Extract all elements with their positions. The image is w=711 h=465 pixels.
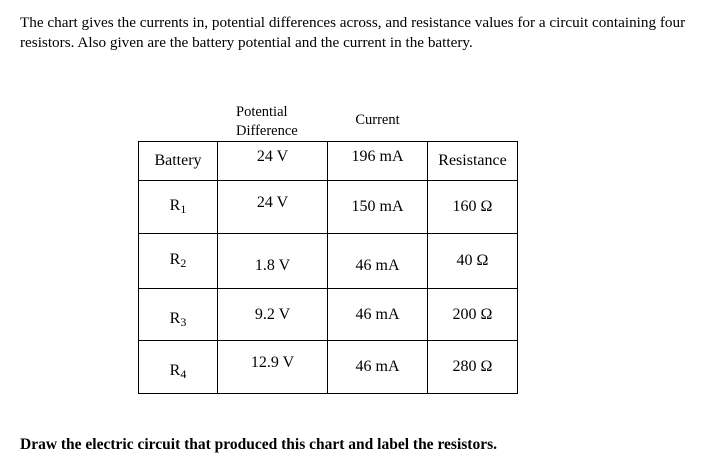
current-cell [328, 289, 428, 341]
table-row [139, 289, 518, 341]
header-resistance-text: Resistance [438, 152, 507, 169]
voltage-cell [218, 181, 328, 234]
voltage-cell [218, 234, 328, 289]
current-value: 46 mA [355, 305, 400, 323]
row-name-text: R [169, 362, 181, 379]
row-name-r2 [139, 234, 218, 289]
table-row [139, 341, 518, 394]
row-name-r1 [139, 181, 218, 234]
row-name-text: R [169, 251, 181, 268]
current-value: 150 mA [351, 198, 404, 215]
voltage-value: 24 V [256, 194, 289, 211]
row-name-subscript: 3 [180, 314, 187, 329]
current-value: 46 mA [355, 358, 400, 375]
row-name-subscript: 4 [180, 367, 187, 381]
resistance-cell [428, 289, 518, 341]
voltage-cell [218, 341, 328, 394]
current-value: 196 mA [351, 148, 404, 165]
footer-instruction: Draw the electric circuit that produced this chart and label the resistors. [20, 436, 497, 453]
intro-paragraph: The chart gives the currents in, potential differences across, and resistance values for a circuit containing four resistors. Also given are the battery potential and the current in the battery. [20, 14, 686, 51]
resistance-value: 40 Ω [456, 252, 489, 269]
row-name-r3 [139, 289, 218, 341]
resistance-cell [428, 234, 518, 289]
voltage-cell [218, 142, 328, 181]
resistance-cell [428, 341, 518, 394]
row-name-text: R [169, 197, 181, 214]
table-row [139, 234, 518, 289]
voltage-value: 1.8 V [254, 257, 291, 274]
resistance-value: 160 Ω [452, 198, 493, 215]
row-name-subscript: 1 [180, 202, 187, 216]
row-name-r4 [139, 341, 218, 394]
circuit-data-table [138, 141, 518, 394]
voltage-value: 9.2 V [254, 305, 291, 323]
current-cell [328, 142, 428, 181]
header-potential-difference: Potential Difference [236, 104, 298, 139]
row-name-text: R [169, 309, 181, 327]
table-row [139, 142, 518, 181]
current-cell [328, 341, 428, 394]
voltage-cell [218, 289, 328, 341]
resistance-value: 200 Ω [452, 305, 493, 323]
voltage-value: 24 V [256, 148, 289, 165]
row-name-text: Battery [154, 152, 202, 169]
current-value: 46 mA [355, 257, 400, 274]
row-name-battery [139, 142, 218, 181]
header-resistance [428, 142, 518, 181]
row-name-wrap [170, 362, 187, 379]
voltage-value: 12.9 V [250, 354, 295, 371]
resistance-value: 280 Ω [452, 358, 493, 375]
resistance-cell [428, 181, 518, 234]
current-cell [328, 181, 428, 234]
row-name-subscript: 2 [180, 256, 187, 270]
current-cell [328, 234, 428, 289]
row-name-wrap [170, 310, 187, 327]
table-row [139, 181, 518, 234]
header-current: Current [355, 112, 400, 128]
